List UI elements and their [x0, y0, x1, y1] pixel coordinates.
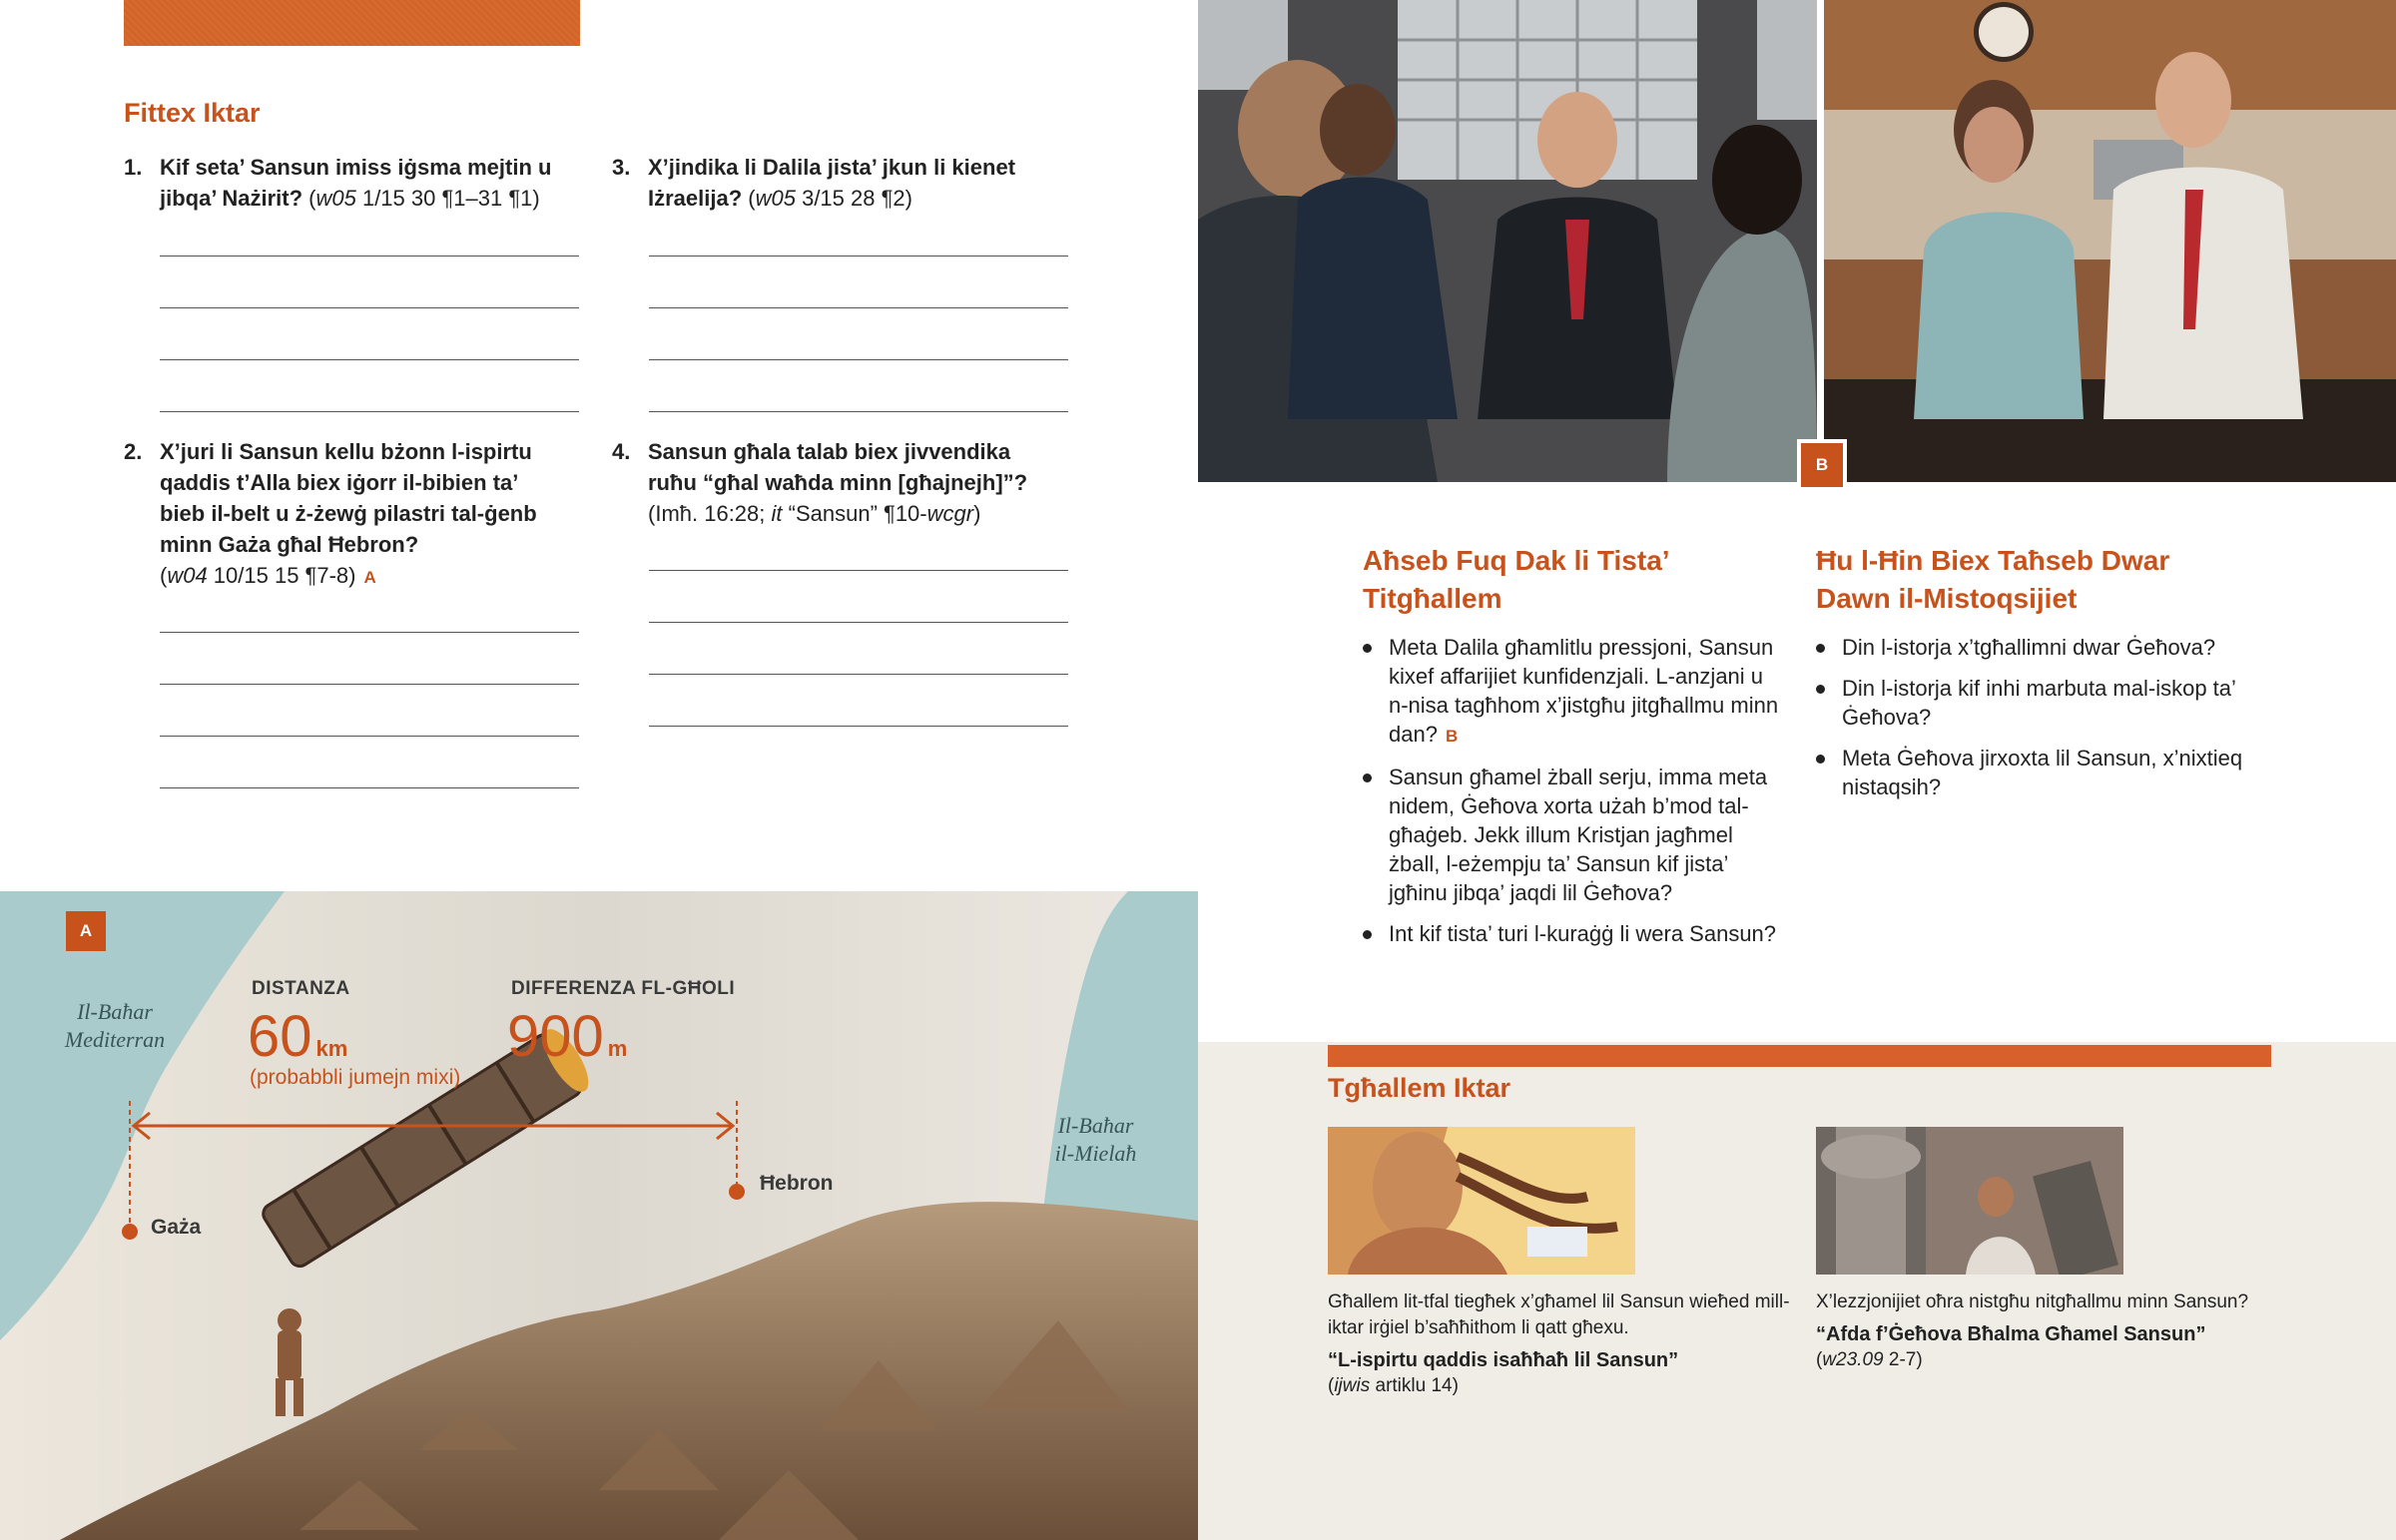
answer-line[interactable]	[160, 684, 579, 685]
question-number: 4.	[612, 439, 631, 464]
map-illustration	[0, 891, 1198, 1540]
photo-couple-kitchen	[1824, 0, 2396, 482]
answer-line[interactable]	[649, 570, 1068, 571]
answer-line[interactable]	[649, 359, 1068, 360]
answer-line[interactable]	[160, 411, 579, 412]
section-title-questions: Ħu l-Ħin Biex Taħseb Dwar Dawn il-Mistoqsijiet	[1816, 545, 2170, 614]
painting-illustration	[1816, 1127, 2123, 1275]
list-item: Din l-istorja x’tgħallimni dwar Ġeħova?	[1814, 633, 2253, 662]
question-number: 1.	[124, 155, 143, 180]
learn-more-bar	[1328, 1045, 2271, 1067]
distance-value: 60 km	[248, 1004, 348, 1069]
question-number: 3.	[612, 155, 631, 180]
question-reference[interactable]: (w05 1/15 30 ¶1–31 ¶1)	[308, 186, 540, 211]
figure-marker-b: B	[1445, 727, 1459, 746]
learn-card-2	[1816, 1289, 2285, 1373]
decorative-orange-strip	[124, 0, 580, 46]
question-2	[124, 436, 563, 593]
answer-line[interactable]	[160, 736, 579, 737]
question-3	[612, 152, 1051, 214]
card-title-link[interactable]: “Afda f’Ġeħova Bħalma Għamel Sansun”	[1816, 1323, 2206, 1345]
elevation-label: DIFFERENZA FL-GĦOLI	[511, 978, 736, 999]
question-reference[interactable]: (w05 3/15 28 ¶2)	[748, 186, 912, 211]
answer-line[interactable]	[649, 726, 1068, 727]
question-text: Sansun għala talab biex jivvendika ruħu “għal waħda minn [għajnejh]”?	[648, 439, 1028, 495]
elevation-value: 900 m	[507, 1004, 628, 1069]
answer-line[interactable]	[160, 787, 579, 788]
card-description: Għallem lit-tfal tiegħek x’għamel lil Sansun wieħed mill-iktar irġiel b’saħħithom li qatt għexu.	[1328, 1291, 1790, 1338]
question-reference[interactable]: (w04 10/15 15 ¶7-8)	[160, 563, 356, 588]
list-item: Int kif tista’ turi l-kuraġġ li wera Sansun?	[1361, 919, 1782, 948]
figure-marker-a: A	[66, 911, 106, 951]
answer-line[interactable]	[649, 674, 1068, 675]
question-text: Kif seta’ Sansun imiss iġsma mejtin u jibqa’ Nażirit?	[160, 155, 552, 211]
question-text: X’jindika li Dalila jista’ jkun li kienet Iżraelija?	[648, 155, 1016, 211]
label-mediterranean-sea: Il-Baħar Mediterran	[64, 999, 166, 1052]
photo-elders-meeting	[1198, 0, 1817, 482]
figure-marker-a: A	[363, 568, 376, 587]
answer-line[interactable]	[649, 622, 1068, 623]
city-hebron: Ħebron	[760, 1172, 834, 1195]
thumbnail-samson-comic[interactable]	[1328, 1127, 1635, 1275]
card-reference[interactable]: (w23.09 2-7)	[1816, 1349, 1923, 1370]
list-item: Meta Dalila għamlitlu pressjoni, Sansun kixef affarijiet kunfidenzjali. L-anzjani u n-nisa tagħhom x’jistgħu jitgħallmu minn dan? B	[1361, 633, 1782, 751]
answer-line[interactable]	[649, 307, 1068, 308]
comic-illustration	[1328, 1127, 1635, 1275]
reflect-list	[1361, 633, 1782, 960]
answer-line[interactable]	[160, 632, 579, 633]
learn-card-1	[1328, 1289, 1797, 1399]
section-title-learn-more: Tgħallem Iktar	[1328, 1073, 1511, 1103]
question-1	[124, 152, 563, 214]
card-reference[interactable]: (ijwis artiklu 14)	[1328, 1375, 1459, 1396]
thumbnail-samson-pillars[interactable]	[1816, 1127, 2123, 1275]
answer-line[interactable]	[649, 411, 1068, 412]
distance-label: DISTANZA	[252, 978, 350, 999]
answer-line[interactable]	[160, 256, 579, 257]
city-gaza: Gaża	[151, 1216, 202, 1239]
list-item: Meta Ġeħova jirxoxta lil Sansun, x’nixtieq nistaqsih?	[1814, 744, 2253, 801]
distance-note: (probabbli jumejn mixi)	[250, 1066, 461, 1089]
photo-scene-couple	[1824, 0, 2396, 482]
question-reference[interactable]: (Imħ. 16:28; it “Sansun” ¶10-wcgr)	[648, 501, 981, 526]
question-text: X’juri li Sansun kellu bżonn l-ispirtu qaddis t’Alla biex iġorr il-bibien ta’ bieb il-belt u ż-żewġ pilastri tal-ġenb minn Gaża għal Ħebron?	[160, 439, 537, 557]
answer-line[interactable]	[160, 307, 579, 308]
label-dead-sea: Il-Baħar il-Mielaħ	[1054, 1113, 1137, 1166]
answer-line[interactable]	[160, 359, 579, 360]
list-item: Din l-istorja kif inhi marbuta mal-iskop ta’ Ġeħova?	[1814, 674, 2253, 732]
questions-list	[1814, 633, 2253, 813]
card-description: X’lezzjonijiet oħra nistgħu nitgħallmu minn Sansun?	[1816, 1291, 2249, 1312]
photo-scene-elders	[1198, 0, 1817, 482]
list-item: Sansun għamel żball serju, imma meta nidem, Ġeħova xorta użah b’mod tal-għaġeb. Jekk illum Kristjan jagħmel żball, l-eżempju ta’ Sansun kif jista’ jgħinu jibqa’ jaqdi lil Ġeħova?	[1361, 763, 1782, 907]
section-title-reflect: Aħseb Fuq Dak li Tista’ Titgħallem	[1363, 545, 1669, 614]
section-title-fittex-iktar: Fittex Iktar	[124, 98, 261, 128]
card-title-link[interactable]: “L-ispirtu qaddis isaħħaħ lil Sansun”	[1328, 1349, 1679, 1371]
question-4	[612, 436, 1051, 529]
answer-line[interactable]	[649, 256, 1068, 257]
figure-marker-b: B	[1797, 439, 1847, 491]
question-number: 2.	[124, 439, 143, 464]
